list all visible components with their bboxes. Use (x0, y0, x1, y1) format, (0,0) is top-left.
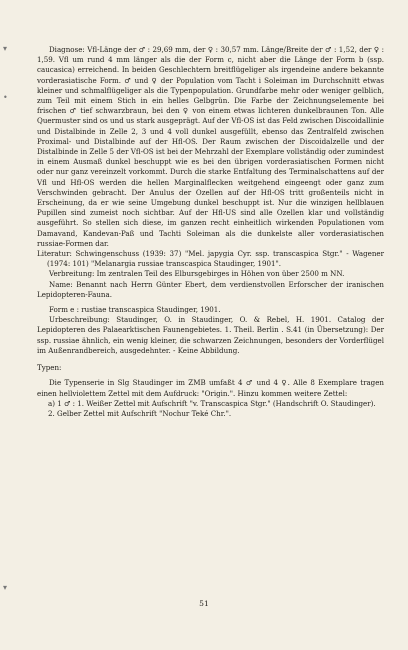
paragraph-name: Name: Benannt nach Herrn Günter Ebert, dem verdienstvollen Erforscher der iranischen Lepidopteren-Fauna. (37, 279, 384, 299)
body-text (37, 45, 384, 419)
paragraph-urbeschreibung: Urbeschreibung: Staudinger, O. in Staudinger, O. & Rebel, H. 1901. Catalog der Lepidopteren des Palaearktischen Faunengebietes. 1. Theil. Berlin . S.41 (in Übersetzung): Der ssp. russiae ähnlich, ein wenig kleiner, die schwarzen Zeichnungen, besonders der Vorderflügel im Außenrandbereich, ausgedehnter. - Keine Abbildung. (37, 315, 384, 355)
paragraph-literatur: Literatur: Schwingenschuss (1939: 37) "Mel. japygia Cyr. ssp. transcaspica Stgr." - Wagener (1974: 101) "Melanargia russiae transcaspica Staudinger, 1901". (37, 249, 384, 269)
paragraph-form-heading: Form e : rustiae transcaspica Staudinger, 1901. (49, 305, 221, 315)
margin-mark: • (3, 93, 8, 102)
margin-mark: ▾ (3, 583, 8, 592)
paragraph-label-2: 2. Gelber Zettel mit Aufschrift "Nochur Teké Chr.". (48, 408, 232, 418)
paragraph-verbreitung: Verbreitung: Im zentralen Teil des Elbursgebirges in Höhen von über 2500 m NN. (49, 269, 345, 279)
paragraph-diagnose: Diagnose: Vfl-Länge der ♂ : 29,69 mm, der ♀ : 30,57 mm. Länge/Breite der ♂ : 1,52, der ♀ : 1,59. Vfl um rund 4 mm länger als die der Form c, nicht aber die Länge der Form b (ssp. caucasica) erreichend. In beiden Geschlechtern breitflügeliger als irgendeine andere bekannte vorderasiatische Form. ♂ und ♀ der Population vom Tacht i Soleiman im Durchschnitt etwas kleiner und schmalflügeliger als die Typenpopulation. Grundfarbe mehr oder weniger gelblich, zum Teil mit einem Stich in ein helles Gelbgrün. Die Farbe der Zeichnungselemente bei frischen ♂ tief schwarzbraun, bei den ♀ von einem etwas lichteren dunkelbraunen Ton. Alle Quermuster sind os und us stark ausgeprägt. Auf der Vfl-OS ist das Feld zwischen Discoidallinie und Distalbinde in Zelle 2, 3 und 4 voll dunkel ausgefüllt, ebenso das Zentralfeld zwischen Proximal- und Distalbinde auf der Hfl-OS. Der Raum zwischen der Discoidalzelle und der Distalbinde in Zelle 5 der Vfl-OS ist bei der Mehrzahl der Exemplare vollständig oder zumindest in einem Ausmaß dunkel beschuppt wie es bei den übrigen vorderasiatischen Formen nicht oder nur ganz vereinzelt vorkommt. Durch die starke Entfaltung des Terminalschattens auf der Vfl und Hfl-OS werden die hellen Marginalflecken weitgehend eingeengt oder ganz zum Verschwinden gebracht. Der Anulus der Ozellen auf der Hfl-OS tritt großenteils nicht in Erscheinung, da er wie seine Umgebung dunkel beschuppt ist. Nur die winzigen hellblauen Pupillen sind zumeist noch sichtbar. Auf der Hfl-US sind alle Ozellen klar und vollständig ausgeführt. So stellen sich diese, im ganzen recht einheitlich wirkenden Populationen vom Damavand, Kandevan-Paß und Tachti Soleiman als die dunkelste aller vorderasiatischen russiae-Formen dar. (37, 45, 384, 248)
paragraph-typenserie: Die Typenserie in Slg Staudinger im ZMB umfaßt 4 ♂ und 4 ♀. Alle 8 Exemplare tragen einen hellviolettem Zettel mit dem Aufdruck: "Origin.". Hinzu kommen weitere Zettel: (37, 378, 384, 398)
margin-mark: ▾ (3, 44, 8, 53)
paragraph-typen-heading: Typen: (37, 363, 62, 373)
paragraph-label-1: a) 1 ♂ : 1. Weißer Zettel mit Aufschrift "v. Transcaspica Stgr." (Handschrift O. Staudinger). (48, 398, 376, 408)
page-number: 51 (199, 599, 209, 608)
